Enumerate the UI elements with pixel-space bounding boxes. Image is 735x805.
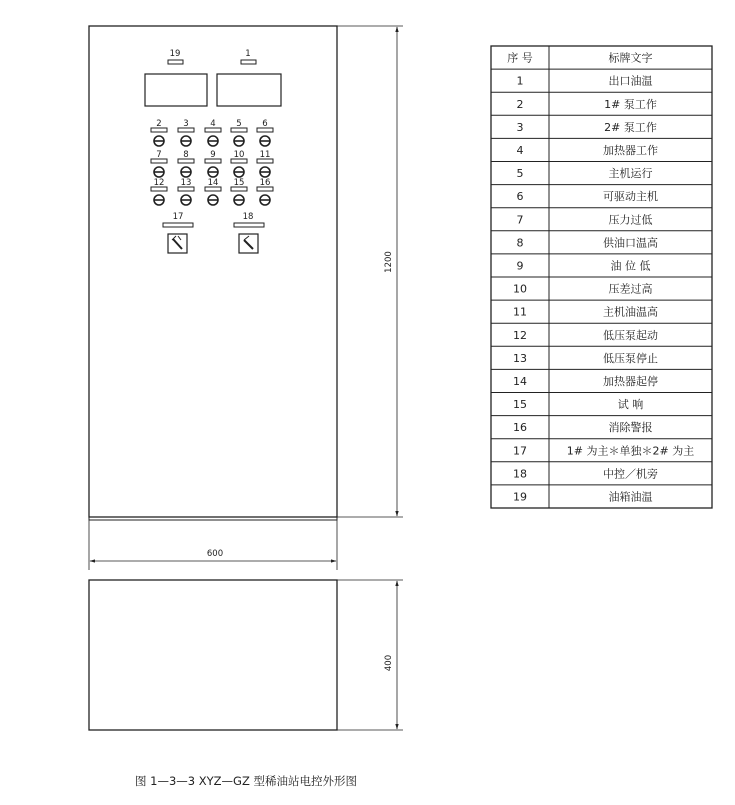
label-19: 19 <box>169 49 181 59</box>
label-3: 3 <box>183 119 189 129</box>
legend-row-number: 18 <box>513 467 527 481</box>
nameplate-1 <box>241 60 256 64</box>
label-18: 18 <box>242 212 254 222</box>
indicator-lamp-5 <box>234 136 244 146</box>
legend-row-text: 主机运行 <box>608 167 653 181</box>
indicator-lamp-15 <box>234 195 244 205</box>
legend-row-number: 7 <box>516 213 524 227</box>
legend-row-text: 1# 泵工作 <box>604 97 657 111</box>
legend-row-text: 主机油温高 <box>603 305 658 319</box>
cabinet-front-outline <box>89 26 337 517</box>
legend-row-number: 10 <box>513 282 527 296</box>
label-2: 2 <box>156 119 162 129</box>
label-15: 15 <box>233 178 245 188</box>
legend-row-number: 2 <box>516 97 524 111</box>
indicator-lamp-13 <box>181 195 191 205</box>
label-10: 10 <box>233 150 245 160</box>
legend-row-number: 6 <box>516 190 524 204</box>
label-4: 4 <box>210 119 216 129</box>
cabinet-base-strip <box>89 517 337 520</box>
label-8: 8 <box>183 150 189 160</box>
legend-row-text: 试 响 <box>617 398 644 412</box>
label-6: 6 <box>262 119 268 129</box>
label-11: 11 <box>259 150 271 160</box>
label-9: 9 <box>210 150 216 160</box>
temperature-display-1 <box>217 74 281 106</box>
depth-value: 400 <box>384 654 394 672</box>
legend-row-text: 中控／机旁 <box>603 467 658 481</box>
legend-row-number: 3 <box>516 120 524 134</box>
selector-switch-18 <box>239 234 258 253</box>
legend-row-text: 加热器工作 <box>603 143 658 157</box>
nameplate-17 <box>163 223 193 227</box>
indicator-lamp-7 <box>154 167 164 177</box>
top-view <box>89 580 403 730</box>
nameplate-18 <box>234 223 264 227</box>
legend-row-text: 压差过高 <box>608 282 653 296</box>
indicator-lamp-16 <box>260 195 270 205</box>
indicator-lamp-9 <box>208 167 218 177</box>
indicator-lamp-6 <box>260 136 270 146</box>
legend-header-text: 标牌文字 <box>608 51 653 65</box>
legend-row-number: 17 <box>513 444 527 458</box>
width-value: 600 <box>206 549 224 559</box>
indicator-lamp-11 <box>260 167 270 177</box>
indicator-lamp-4 <box>208 136 218 146</box>
indicator-lamp-10 <box>234 167 244 177</box>
height-value: 1200 <box>384 251 394 273</box>
legend-row-number: 4 <box>516 143 524 157</box>
legend-row-number: 8 <box>516 236 524 250</box>
legend-table <box>491 46 712 508</box>
label-7: 7 <box>156 150 162 160</box>
label-17: 17 <box>172 212 184 222</box>
legend-row-text: 出口油温 <box>608 74 653 88</box>
height-dimension <box>337 26 403 517</box>
selector-switch-17 <box>168 234 187 253</box>
width-dimension <box>89 520 337 570</box>
label-16: 16 <box>259 178 271 188</box>
temperature-display-19 <box>145 74 207 106</box>
legend-row-number: 19 <box>513 490 527 504</box>
label-5: 5 <box>236 119 242 129</box>
legend-row-number: 1 <box>516 74 524 88</box>
legend-row-number: 9 <box>516 259 524 273</box>
front-view <box>89 26 337 520</box>
legend-row-number: 11 <box>513 305 527 319</box>
indicator-lamp-2 <box>154 136 164 146</box>
indicator-lamp-12 <box>154 195 164 205</box>
legend-header-no: 序 号 <box>507 51 533 65</box>
legend-row-number: 15 <box>513 398 527 412</box>
nameplate-19 <box>168 60 183 64</box>
figure-caption: 图 1—3—3 XYZ—GZ 型稀油站电控外形图 <box>135 774 357 788</box>
legend-row-text: 加热器起停 <box>603 374 658 388</box>
legend-row-number: 16 <box>513 421 527 435</box>
legend-row-number: 13 <box>513 351 527 365</box>
legend-row-number: 5 <box>516 167 524 181</box>
legend-row-number: 14 <box>513 374 527 388</box>
legend-row-text: 低压泵停止 <box>603 351 658 365</box>
legend-row-text: 油箱油温 <box>608 490 653 504</box>
cabinet-top-outline <box>89 580 337 730</box>
legend-row-text: 供油口温高 <box>603 236 658 250</box>
label-14: 14 <box>207 178 219 188</box>
indicator-grid <box>151 119 273 205</box>
legend-row-text: 压力过低 <box>608 213 653 227</box>
label-13: 13 <box>180 178 192 188</box>
legend-row-number: 12 <box>513 328 527 342</box>
label-1: 1 <box>245 49 251 59</box>
indicator-lamp-8 <box>181 167 191 177</box>
legend-row-text: 1# 为主＊单独＊2# 为主 <box>566 444 695 458</box>
indicator-lamp-14 <box>208 195 218 205</box>
legend-row-text: 油 位 低 <box>610 259 651 273</box>
legend-row-text: 消除警报 <box>608 421 653 435</box>
indicator-lamp-3 <box>181 136 191 146</box>
label-12: 12 <box>153 178 165 188</box>
legend-row-text: 2# 泵工作 <box>604 120 657 134</box>
legend-row-text: 低压泵起动 <box>603 328 658 342</box>
legend-row-text: 可驱动主机 <box>603 190 658 204</box>
